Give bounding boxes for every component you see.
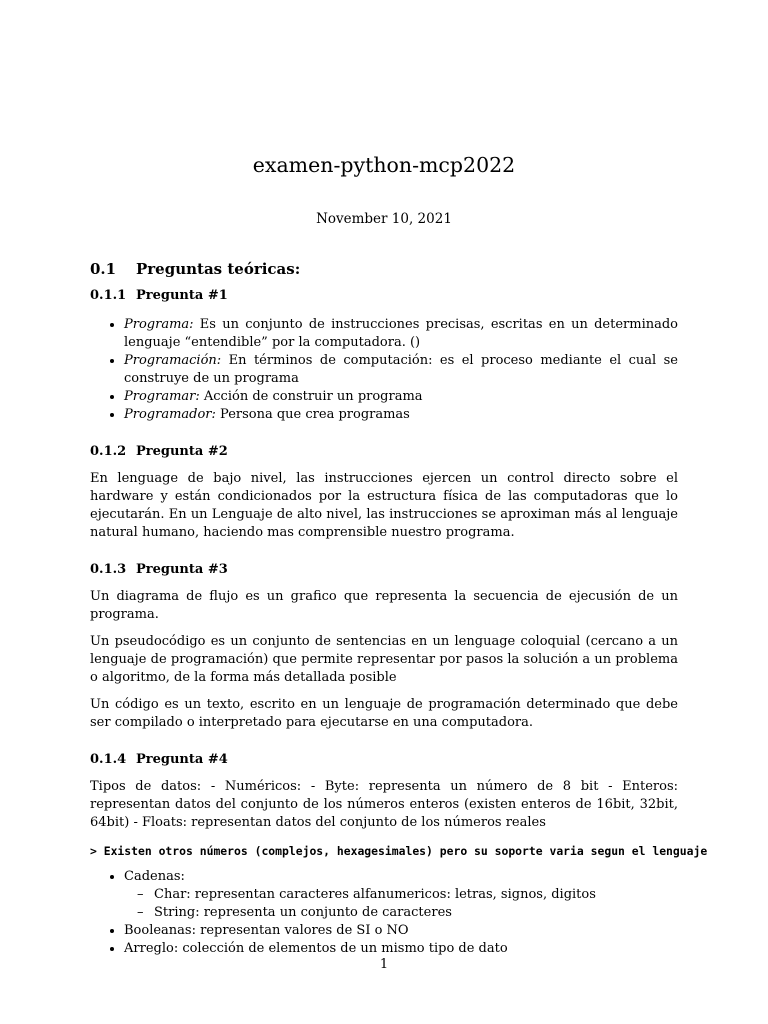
subsection-heading-q4 — [90, 750, 678, 770]
list-item: • Programador: Persona que crea programas — [124, 406, 678, 424]
document-date: November 10, 2021 — [316, 211, 452, 227]
subsection-heading-q1 — [90, 286, 678, 306]
nested-list — [124, 886, 678, 922]
code-block: > Existen otros números (complejos, hexagesimales) pero su soporte varia segun el lenguaje — [90, 844, 708, 858]
subsection-heading-q3 — [90, 560, 678, 580]
subsection-title: Pregunta #2 — [136, 444, 228, 459]
definition-list — [90, 316, 678, 424]
nested-list-item: – String: representa un conjunto de caracteres — [154, 904, 678, 922]
subsection-number: 0.1.1 — [90, 288, 127, 303]
paragraph: En lenguage de bajo nivel, las instrucciones ejercen un control directo sobre el hardware y están condicionados por la estructura física de las computadoras que lo ejecutarán. En un Lenguaje de alto nivel, las instrucciones se aproximan más al lenguaje natural humano, haciendo mas comprensible nuestro programa. — [90, 471, 678, 540]
section-title: Preguntas teóricas: — [136, 260, 301, 278]
list-item: • Programa: Es un conjunto de instrucciones precisas, escritas en un determinado lenguaje “entendible” por la computadora. () — [124, 316, 678, 352]
page-number: 1 — [379, 957, 389, 972]
list-item: • Cadenas: – Char: representan caracteres alfanumericos: letras, signos, digitos – String: representa un conjunto de caracteres — [124, 868, 678, 922]
subsection-number: 0.1.4 — [90, 752, 127, 767]
paragraph: Un diagrama de flujo es un grafico que representa la secuencia de ejecusión de un programa. — [90, 589, 678, 622]
subsection-heading-q2 — [90, 442, 678, 462]
subsection-title: Pregunta #1 — [136, 288, 228, 303]
subsection-number: 0.1.2 — [90, 444, 127, 459]
nested-list-item: – Char: representan caracteres alfanumericos: letras, signos, digitos — [154, 886, 678, 904]
paragraph: Un pseudocódigo es un conjunto de sentencias en un lenguage coloquial (cercano a un lenguaje de programación) que permite representar por pasos la solución a un problema o algoritmo, de la forma más detallada posible — [90, 634, 678, 685]
list-item: • Programación: En términos de computación: es el proceso mediante el cual se construye de un programa — [124, 352, 678, 388]
list-item: • Arreglo: colección de elementos de un mismo tipo de dato — [124, 940, 678, 958]
document-body — [90, 258, 708, 958]
subsection-title: Pregunta #4 — [136, 752, 228, 767]
list-item: • Booleanas: representan valores de SI o NO — [124, 922, 678, 940]
data-types-list — [90, 868, 678, 958]
document-title: examen-python-mcp2022 — [252, 153, 516, 177]
paragraph: Un código es un texto, escrito en un lenguaje de programación determinado que debe ser compilado o interpretado para ejecutarse en una computadora. — [90, 697, 678, 730]
section-number: 0.1 — [90, 260, 117, 278]
section-heading — [90, 258, 678, 280]
subsection-number: 0.1.3 — [90, 562, 127, 577]
paragraph: Tipos de datos: - Numéricos: - Byte: representa un número de 8 bit - Enteros: representan datos del conjunto de los números enteros (existen enteros de 16bit, 32bit, 64bit) - Floats: representan datos del conjunto de los números reales — [90, 779, 678, 830]
subsection-title: Pregunta #3 — [136, 562, 228, 577]
list-item: • Programar: Acción de construir un programa — [124, 388, 678, 406]
